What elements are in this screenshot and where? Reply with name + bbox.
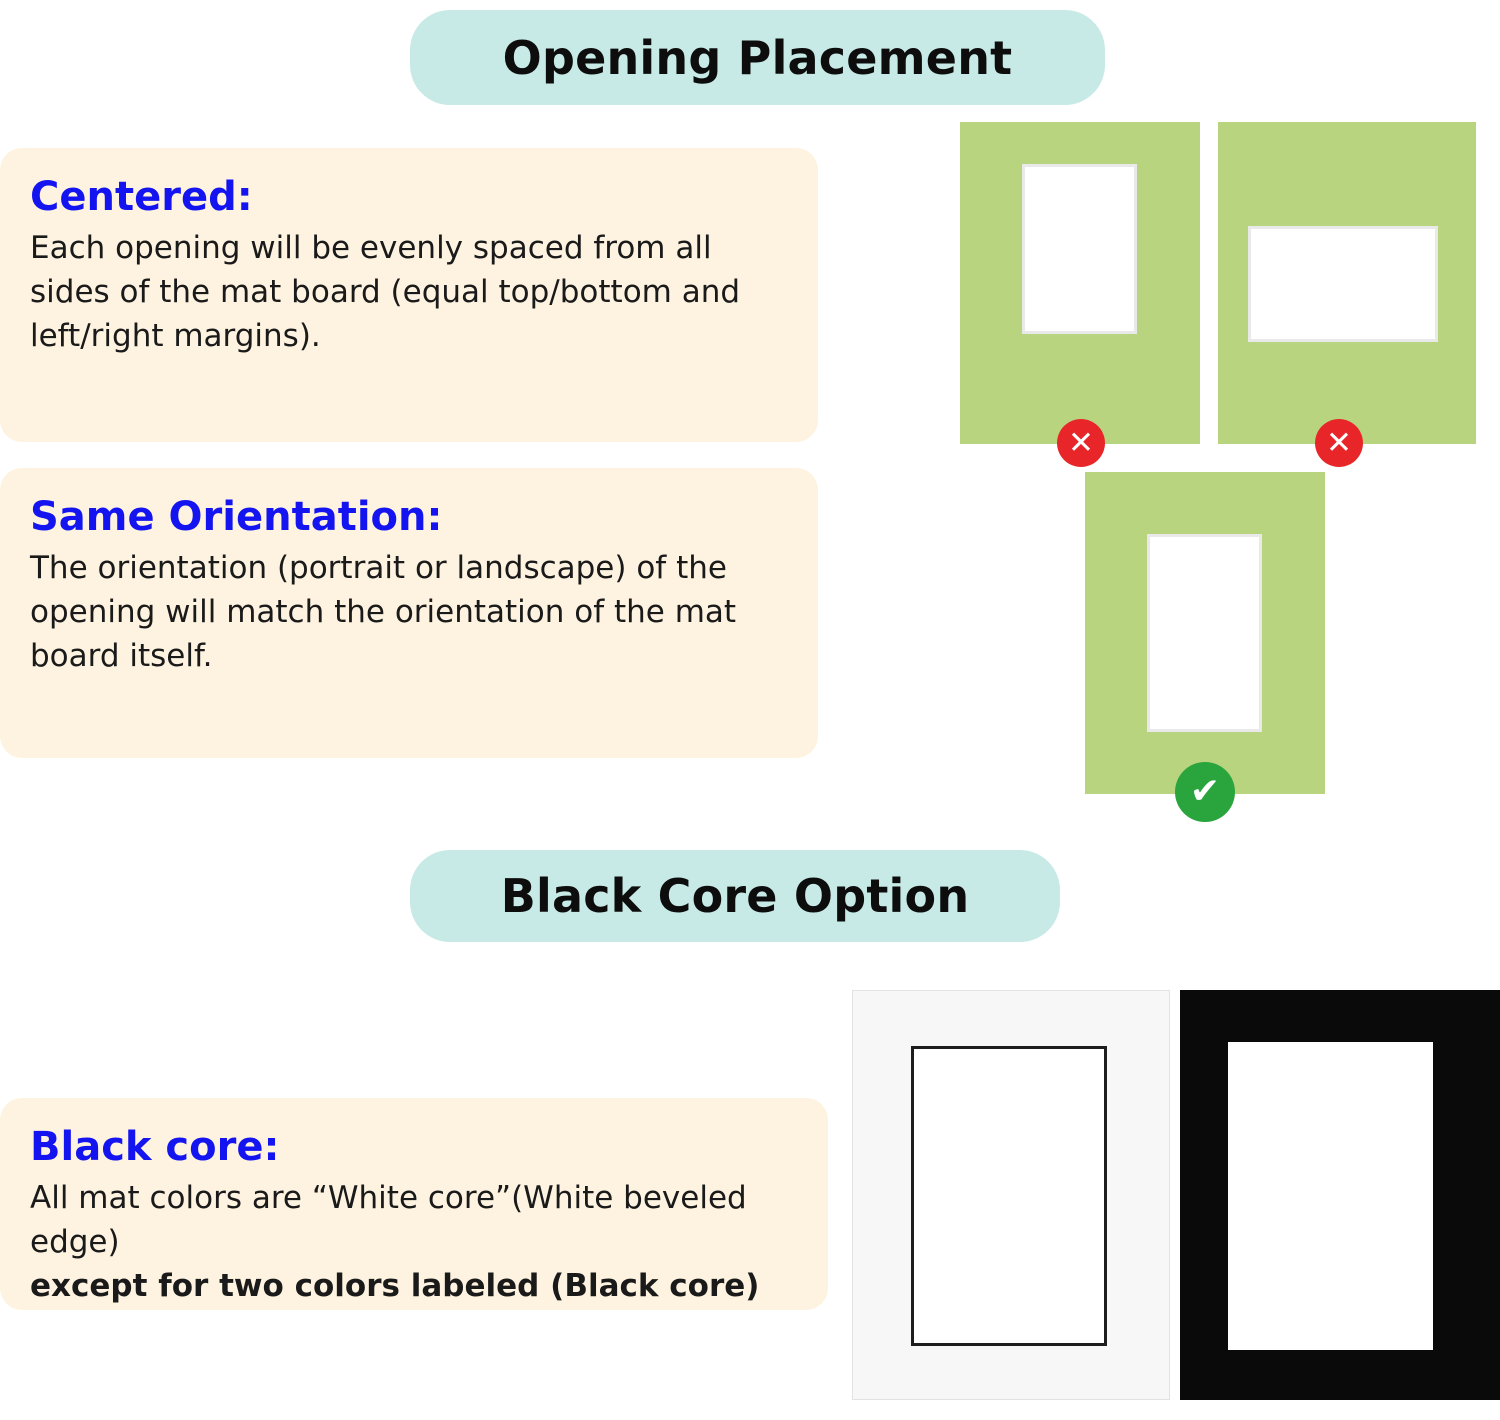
info-card-centered [0,148,818,442]
black-core-mat-illustration [1180,990,1500,1400]
mat-opening [911,1046,1107,1346]
card-body-black-core-line1: All mat colors are “White core”(White beveled edge) [30,1180,747,1261]
card-title-black-core: Black core: [30,1124,280,1170]
mat-opening [1147,534,1262,732]
info-card-black-core [0,1098,828,1310]
mat-board-wrong-orientation-example [1218,122,1476,444]
card-body-black-core-line2: except for two colors labeled (Black core) [30,1268,760,1305]
incorrect-badge-icon: ✕ [1057,419,1105,467]
mat-opening [1228,1042,1433,1350]
mat-board-correct-example [1085,472,1325,794]
incorrect-badge-icon: ✕ [1315,419,1363,467]
mat-opening [1248,226,1438,342]
info-card-same-orientation [0,468,818,758]
white-core-mat-illustration [852,990,1170,1400]
section-title-opening-placement: Opening Placement [410,10,1105,105]
section-title-black-core-option: Black Core Option [410,850,1060,942]
card-body-centered: Each opening will be evenly spaced from all sides of the mat board (equal top/bottom and left/right margins). [30,230,741,355]
card-body-same-orientation: The orientation (portrait or landscape) of the opening will match the orientation of the mat board itself. [30,550,737,675]
mat-board-off-center-example [960,122,1200,444]
card-title-centered: Centered: [30,174,253,220]
card-title-same-orientation: Same Orientation: [30,494,443,540]
correct-badge-icon: ✔ [1175,762,1235,822]
mat-opening [1022,164,1137,334]
